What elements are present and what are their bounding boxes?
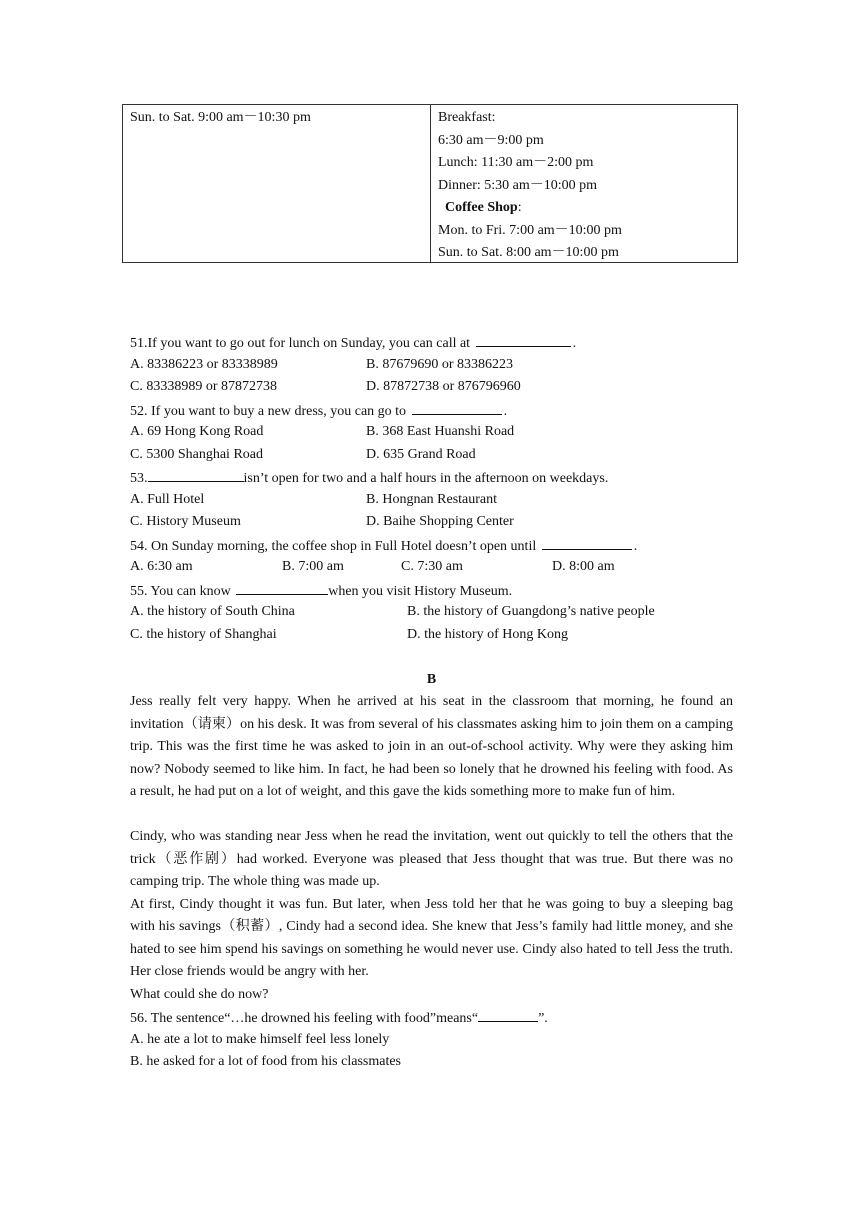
table-text: 6:30 am－9:00 pm [438,132,544,148]
options-row [130,354,733,377]
option-a: A. 83386223 or 83338989 [130,356,278,372]
table-cell-right [431,105,737,262]
options-row [130,511,733,534]
option-d: D. 8:00 am [552,559,615,574]
paragraph: What could she do now? [130,986,269,1002]
option-a: A. the history of South China [130,604,295,619]
question-51 [130,331,733,354]
question-stem-end: when you visit History Museum. [328,583,513,599]
option-b: B. 368 East Huanshi Road [366,424,515,439]
section-heading: B [426,671,437,687]
answer-blank [476,331,571,347]
hours-table [122,104,738,263]
paragraph: At first, Cindy thought it was fun. But later, when Jess told her that he was going to buy a sleeping bag with his savings（积蓄）, Cindy had a second idea. She knew that Jess’s family had little money, and she hated to see him spend his savings on something he would never use. Cindy also hated to tell Jess the truth. Her close friends would be angry with her. [130,896,733,979]
table-text: Breakfast: [438,110,496,125]
option-c: C. 7:30 am [401,559,463,574]
question-stem: isn’t open for two and a half hours in the afternoon on weekdays. [243,471,609,486]
question-stem: 51.If you want to go out for lunch on Sunday, you can call at [130,336,471,351]
table-text: Mon. to Fri. 7:00 am－10:00 pm [438,222,622,238]
option-a: A. he ate a lot to make himself feel less lonely [130,1031,390,1047]
coffee-shop-label: Coffee Shop [445,200,518,215]
options-row [130,444,733,467]
question-55 [130,579,733,602]
question-56 [130,1006,733,1029]
table-text: Lunch: 11:30 am－2:00 pm [438,155,594,170]
option-a: A. 69 Hong Kong Road [130,424,264,439]
answer-blank [148,466,244,482]
table-cell-left [123,105,431,262]
document-body [130,331,733,1074]
table-text: Dinner: 5:30 am－10:00 pm [438,177,598,193]
option-b: B. the history of Guangdong’s native people [407,604,655,619]
question-end: . [633,538,638,554]
question-stem: 52. If you want to buy a new dress, you can go to [130,403,407,419]
table-subheading: Coffee Shop: [445,200,522,215]
paragraph: Jess really felt very happy. When he arrived at his seat in the classroom that morning, he found an invitation（请柬）on his desk. It was from several of his classmates asking him to join them on a camping trip. This was the first time he was asked to join in an out-of-school activity. Why were they asking him now? Nobody seemed to like him. In fact, he had been so lonely that he drowned his feeling with food. As a result, he had put on a lot of weight, and this gave the kids something more to make fun of him. [130,694,733,799]
question-end: . [572,336,577,351]
option-d: D. 87872738 or 876796960 [366,379,521,394]
option-b: B. Hongnan Restaurant [366,491,498,507]
option-c: C. 5300 Shanghai Road [130,446,263,462]
options-row [130,376,733,399]
question-stem: 55. You can know [130,583,231,599]
options-row [130,489,733,512]
question-53 [130,466,733,489]
answer-blank [236,579,328,595]
option-a: A. 6:30 am [130,559,193,574]
option-b: B. he asked for a lot of food from his classmates [130,1054,401,1069]
option-a: A. Full Hotel [130,491,205,507]
option-d: D. 635 Grand Road [366,446,476,462]
table-text: Sun. to Sat. 9:00 am－10:30 pm [130,110,311,125]
question-52 [130,399,733,422]
answer-blank [542,534,632,550]
option-d: D. the history of Hong Kong [407,626,568,642]
option-c: C. History Museum [130,514,241,529]
question-end: . [503,403,508,419]
options-row [130,556,733,579]
paragraph: Cindy, who was standing near Jess when he read the invitation, went out quickly to tell the others that the trick（恶作剧）had worked. Everyone was pleased that Jess thought that was true. But there was no camping trip. The whole thing was made up. [130,829,733,889]
options-row [130,601,733,624]
option-c: C. 83338989 or 87872738 [130,379,277,394]
options-row [130,624,733,647]
question-number: 53. [130,471,148,486]
question-stem: 56. The sentence“…he drowned his feeling with food”means“ [130,1011,479,1026]
answer-blank [412,399,502,415]
answer-blank [478,1006,538,1022]
option-b: B. 7:00 am [282,559,344,574]
option-c: C. the history of Shanghai [130,626,277,642]
options-row [130,421,733,444]
question-end: ”. [538,1011,548,1026]
question-54 [130,534,733,557]
option-d: D. Baihe Shopping Center [366,514,514,529]
option-b: B. 87679690 or 83386223 [366,356,513,372]
table-text: Sun. to Sat. 8:00 am－10:00 pm [438,245,619,260]
question-stem: 54. On Sunday morning, the coffee shop in Full Hotel doesn’t open until [130,538,537,554]
